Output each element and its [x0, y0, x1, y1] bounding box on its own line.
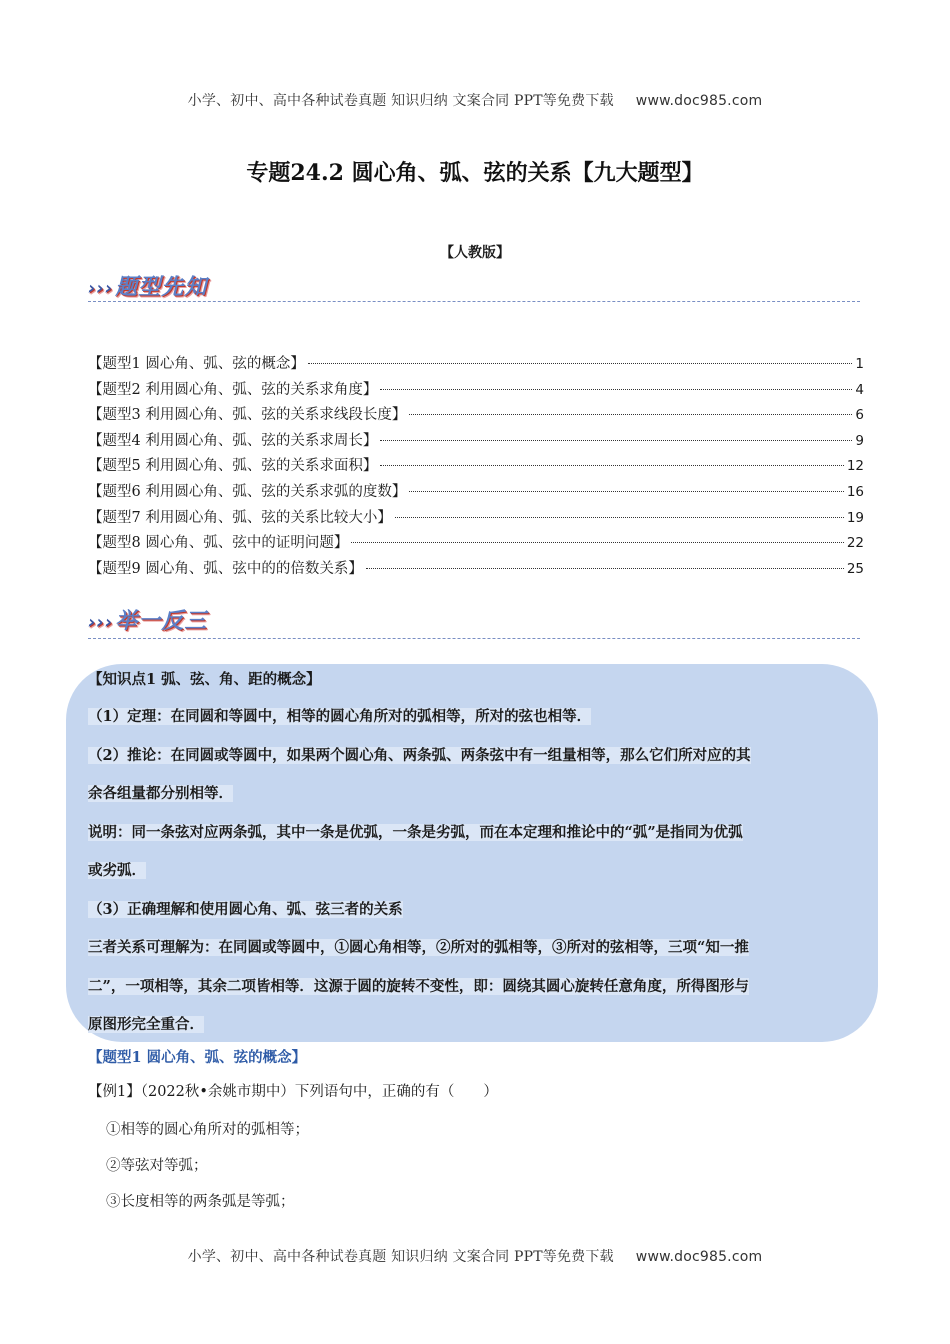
- banner-title: 举一反三: [115, 609, 208, 634]
- knowledge-line: 或劣弧．: [88, 862, 146, 879]
- type-heading: 【题型1 圆心角、弧、弦的概念】: [88, 1049, 307, 1066]
- knowledge-line: 说明：同一条弦对应两条弧，其中一条是优弧，一条是劣弧，而在本定理和推论中的“弧”是指同为优弧: [88, 823, 743, 841]
- footer-text: 小学、初中、高中各种试卷真题 知识归纳 文案合同 PPT等免费下载: [187, 1249, 614, 1265]
- page-title: 专题24.2 圆心角、弧、弦的关系【九大题型】: [246, 160, 704, 186]
- knowledge-line: （3）正确理解和使用圆心角、弧、弦三者的关系: [88, 900, 403, 918]
- knowledge-line: 三者关系可理解为：在同圆或等圆中，①圆心角相等，②所对的弧相等，③所对的弦相等，三项“知一推: [88, 939, 749, 956]
- toc-item[interactable]: 【题型7 利用圆心角、弧、弦的关系比较大小】 19: [88, 509, 864, 526]
- page-footer: [0, 1246, 950, 1266]
- divider: [88, 638, 860, 639]
- header-text: 小学、初中、高中各种试卷真题 知识归纳 文案合同 PPT等免费下载: [187, 93, 614, 109]
- knowledge-content: [88, 698, 864, 1045]
- divider: [88, 301, 860, 302]
- toc-item[interactable]: 【题型6 利用圆心角、弧、弦的关系求弧的度数】 16: [88, 483, 864, 500]
- section-banner-examples: [88, 604, 207, 638]
- toc-item[interactable]: 【题型4 利用圆心角、弧、弦的关系求周长】 9: [88, 432, 864, 449]
- toc-item[interactable]: 【题型1 圆心角、弧、弦的概念】 1: [88, 356, 864, 372]
- example-question: 【例1】（2022秋•余姚市期中）下列语句中，正确的有（ ）: [88, 1084, 498, 1100]
- banner-title: 题型先知: [115, 275, 208, 300]
- toc-item[interactable]: 【题型5 利用圆心角、弧、弦的关系求面积】 12: [88, 458, 864, 475]
- toc-item[interactable]: 【题型8 圆心角、弧、弦中的证明问题】 22: [88, 535, 864, 552]
- example-option: ③长度相等的两条弧是等弧；: [106, 1194, 295, 1210]
- knowledge-line: （1）定理：在同圆和等圆中，相等的圆心角所对的弧相等，所对的弦也相等．: [88, 708, 592, 725]
- example-option: ①相等的圆心角所对的弧相等；: [106, 1122, 309, 1138]
- knowledge-line: 余各组量都分别相等．: [88, 785, 233, 802]
- header-url[interactable]: www.doc985.com: [635, 93, 763, 109]
- section-banner-type-preview: [88, 270, 207, 304]
- toc-item[interactable]: 【题型3 利用圆心角、弧、弦的关系求线段长度】 6: [88, 407, 864, 424]
- knowledge-line: 二”，一项相等，其余二项皆相等．这源于圆的旋转不变性，即：圆绕其圆心旋转任意角度，所得图形与: [88, 977, 749, 995]
- example-option: ②等弦对等弧；: [106, 1158, 208, 1174]
- banner-arrows-icon: ›››: [88, 278, 114, 299]
- knowledge-line: （2）推论：在同圆或等圆中，如果两个圆心角、两条弧、两条弦中有一组量相等，那么它们所对应的其: [88, 746, 751, 764]
- knowledge-heading: 【知识点1 弧、弦、角、距的概念】: [88, 671, 321, 688]
- toc-item[interactable]: 【题型9 圆心角、弧、弦中的的倍数关系】 25: [88, 560, 864, 577]
- toc-item[interactable]: 【题型2 利用圆心角、弧、弦的关系求角度】 4: [88, 381, 864, 398]
- footer-url[interactable]: www.doc985.com: [635, 1249, 763, 1265]
- page-header: [0, 90, 950, 110]
- table-of-contents: [88, 352, 864, 582]
- edition-label: 【人教版】: [440, 245, 510, 261]
- banner-arrows-icon: ›››: [88, 612, 114, 633]
- knowledge-line: 原图形完全重合．: [88, 1016, 204, 1033]
